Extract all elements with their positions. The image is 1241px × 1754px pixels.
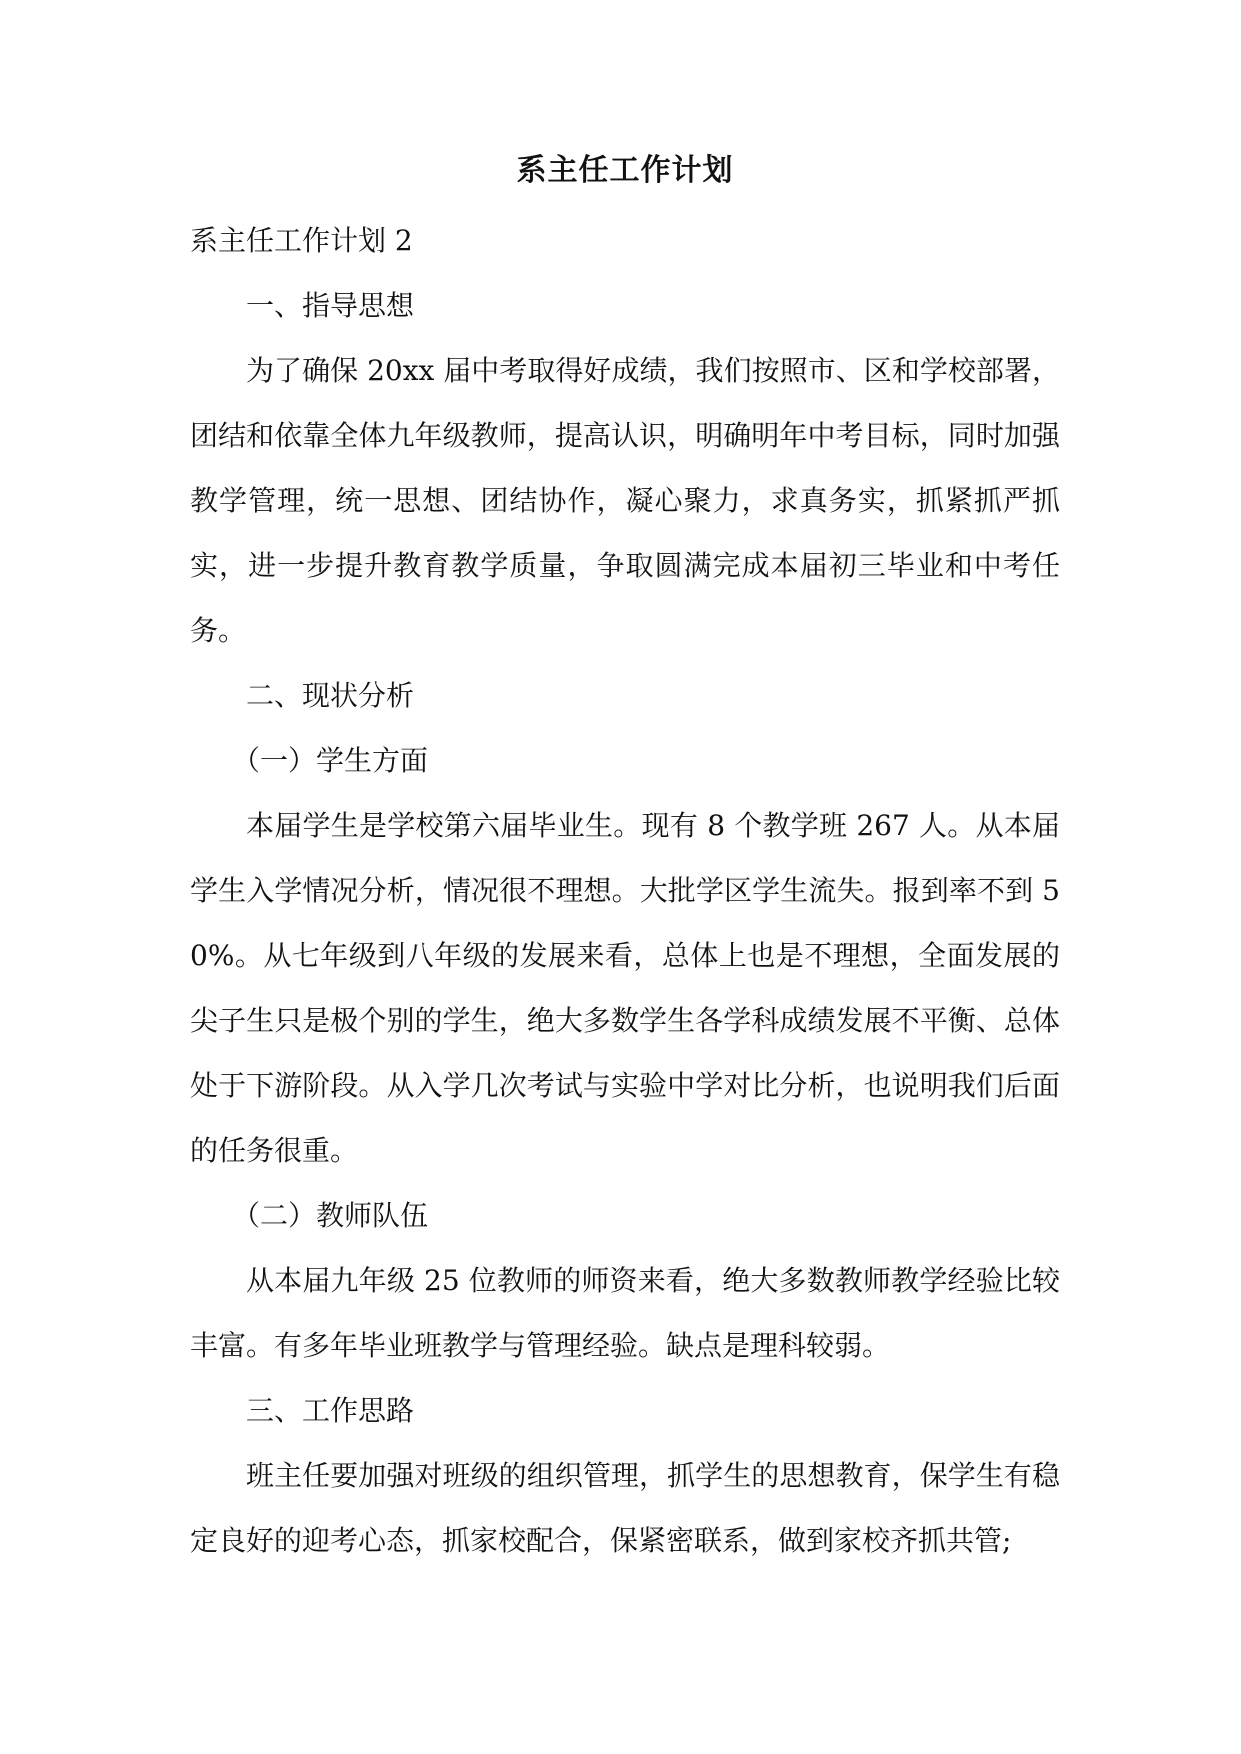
section-2-sub-1-heading: （一）学生方面 [232, 744, 429, 777]
section-2-heading: 二、现状分析 [246, 679, 415, 712]
section-3-paragraph: 班主任要加强对班级的组织管理，抓学生的思想教育，保学生有稳定良好的迎考心态，抓家校配合，保紧密联系，做到家校齐抓共管; [190, 1459, 1060, 1557]
document-body [190, 150, 1060, 1573]
document-title: 系主任工作计划 [516, 153, 734, 188]
section-2-sub-1-paragraph: 本届学生是学校第六届毕业生。现有 8 个教学班 267 人。从本届学生入学情况分析，情况很不理想。大批学区学生流失。报到率不到 50%。从七年级到八年级的发展来看，总体上也是不理想，全面发展的尖子生只是极个别的学生，绝大多数学生各学科成绩发展不平衡、总体处于下游阶段。从入学几次考试与实验中学对比分析，也说明我们后面的任务很重。 [190, 809, 1060, 1167]
section-2-sub-2-heading: （二）教师队伍 [232, 1199, 429, 1232]
document-subtitle: 系主任工作计划 2 [190, 224, 413, 257]
section-1-paragraph: 为了确保 20xx 届中考取得好成绩，我们按照市、区和学校部署，团结和依靠全体九年级教师，提高认识，明确明年中考目标，同时加强教学管理，统一思想、团结协作，凝心聚力，求真务实，抓紧抓严抓实，进一步提升教育教学质量，争取圆满完成本届初三毕业和中考任务。 [190, 354, 1060, 647]
section-1-heading: 一、指导思想 [246, 289, 415, 322]
section-2-sub-2-paragraph: 从本届九年级 25 位教师的师资来看，绝大多数教师教学经验比较丰富。有多年毕业班教学与管理经验。缺点是理科较弱。 [190, 1264, 1060, 1362]
section-3-heading: 三、工作思路 [246, 1394, 415, 1427]
